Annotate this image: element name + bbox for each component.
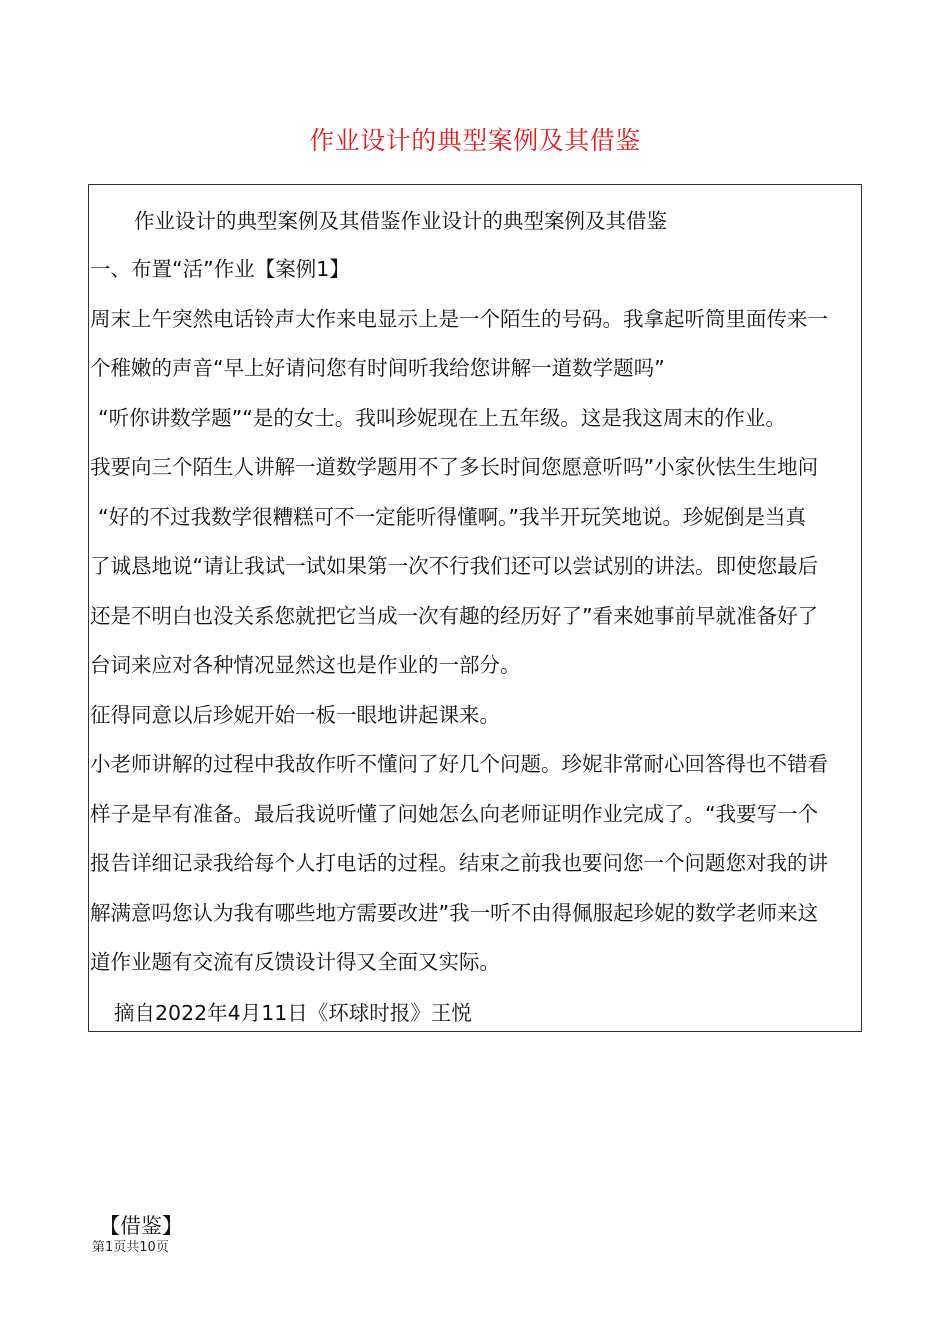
- page-indicator: 第1页共10页: [92, 1240, 169, 1255]
- text-line: 还是不明白也没关系您就把它当成一次有趣的经历好了”看来她事前早就准备好了: [90, 604, 819, 628]
- reference-section-label: 【借鉴】: [99, 1214, 183, 1238]
- text-line: 样子是早有准备。最后我说听懂了问她怎么向老师证明作业完成了。“我要写一个: [90, 802, 819, 826]
- text-line: 周末上午突然电话铃声大作来电显示上是一个陌生的号码。我拿起听筒里面传来一: [90, 307, 828, 331]
- text-line: 小老师讲解的过程中我故作听不懂问了好几个问题。珍妮非常耐心回答得也不错看: [90, 752, 828, 776]
- text-line: “好的不过我数学很糟糕可不一定能听得懂啊。”我半开玩笑地说。珍妮倒是当真: [98, 505, 806, 529]
- text-line: 个稚嫩的声音“早上好请问您有时间听我给您讲解一道数学题吗”: [90, 356, 665, 380]
- text-line: 作业设计的典型案例及其借鉴作业设计的典型案例及其借鉴: [134, 209, 667, 233]
- section-heading: 一、布置“活”作业【案例1】: [90, 257, 350, 281]
- source-citation: 摘自2022年4月11日《环球时报》王悦: [114, 1001, 472, 1025]
- text-line: 解满意吗您认为我有哪些地方需要改进”我一听不由得佩服起珍妮的数学老师来这: [90, 901, 819, 925]
- text-line: 了诚恳地说“请让我试一试如果第一次不行我们还可以尝试别的讲法。即使您最后: [90, 554, 819, 578]
- text-line: “听你讲数学题”“是的女士。我叫珍妮现在上五年级。这是我这周末的作业。: [98, 406, 786, 430]
- text-line: 征得同意以后珍妮开始一板一眼地讲起课来。: [90, 703, 500, 727]
- text-line: 我要向三个陌生人讲解一道数学题用不了多长时间您愿意听吗”小家伙怯生生地问: [90, 455, 819, 479]
- text-line: 报告详细记录我给每个人打电话的过程。结束之前我也要问您一个问题您对我的讲: [90, 851, 828, 875]
- case-text-box: [88, 184, 862, 1032]
- text-line: 台词来应对各种情况显然这也是作业的一部分。: [90, 653, 521, 677]
- text-line: 道作业题有交流有反馈设计得又全面又实际。: [90, 950, 500, 974]
- document-title: 作业设计的典型案例及其借鉴: [309, 126, 641, 155]
